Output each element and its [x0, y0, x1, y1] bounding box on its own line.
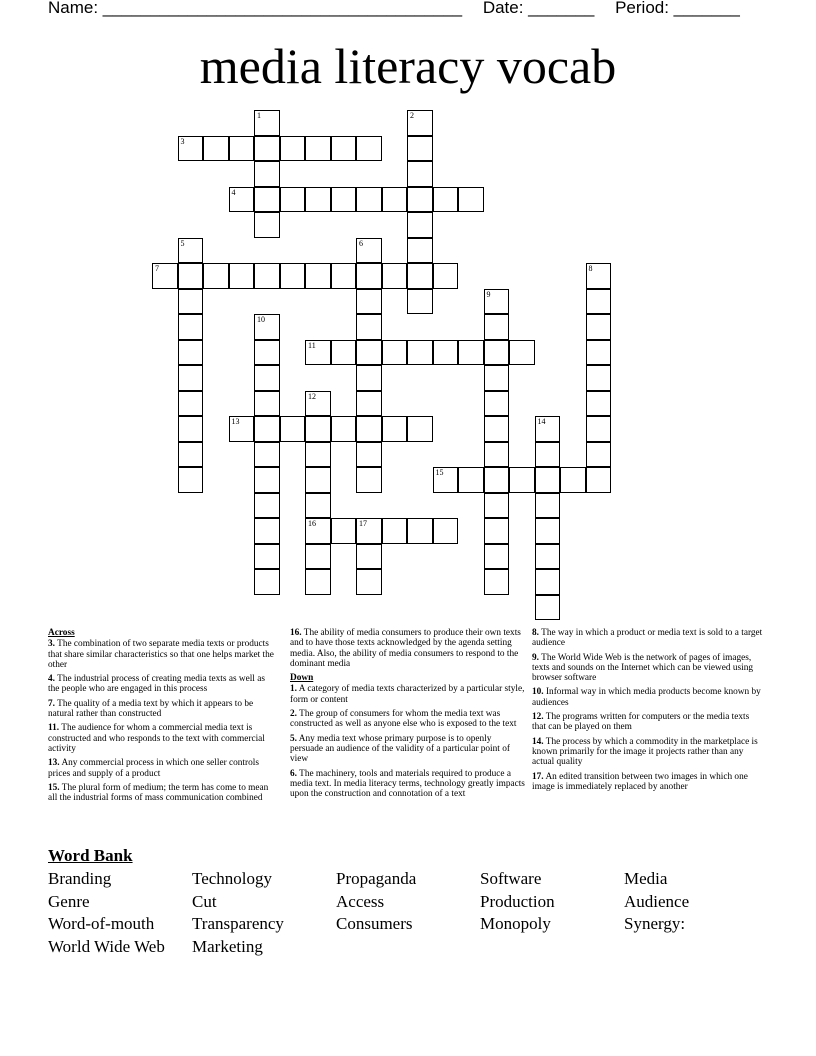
crossword-cell[interactable] — [254, 416, 280, 442]
crossword-cell[interactable] — [356, 365, 382, 391]
crossword-cell[interactable] — [305, 518, 331, 544]
crossword-cell[interactable] — [178, 314, 204, 340]
word-bank-item: Technology — [192, 869, 273, 888]
crossword-cell[interactable] — [433, 187, 459, 213]
crossword-cell[interactable] — [586, 365, 612, 391]
crossword-cell[interactable] — [178, 416, 204, 442]
crossword-cell[interactable] — [356, 314, 382, 340]
crossword-cell[interactable] — [535, 569, 561, 595]
crossword-cell[interactable] — [305, 493, 331, 519]
down-heading: Down — [290, 673, 314, 684]
clue-number: 8 — [588, 264, 593, 273]
clue-across-16: 16. The ability of media consumers to produce their own texts and to have those texts acknowledged by the agenda setting media. Also, the ability of media consumers to respond to the dominant media — [290, 628, 521, 669]
crossword-cell[interactable] — [305, 544, 331, 570]
clue-down-8: 8. The way in which a product or media text is sold to a target audience — [532, 628, 763, 649]
page-title: media literacy vocab — [199, 38, 617, 94]
crossword-cell[interactable] — [152, 263, 178, 289]
word-bank-item: Word-of-mouth — [48, 914, 155, 934]
clues-column-1 — [48, 628, 276, 807]
crossword-cell[interactable] — [586, 289, 612, 315]
clue-across-3: 3. The combination of two separate media texts or products that share similar characteristics so that one helps market the other — [48, 639, 274, 670]
crossword-cell[interactable] — [586, 263, 612, 289]
crossword-cell[interactable] — [229, 416, 255, 442]
word-bank-list — [48, 868, 808, 958]
word-bank-item: Transparency — [192, 914, 284, 934]
crossword-cell[interactable] — [484, 544, 510, 570]
crossword-cell[interactable] — [484, 314, 510, 340]
crossword-cell[interactable] — [178, 391, 204, 417]
crossword-cell[interactable] — [433, 518, 459, 544]
crossword-cell[interactable] — [586, 416, 612, 442]
crossword-cell[interactable] — [178, 467, 204, 493]
clue-down-17: 17. An edited transition between two images in which one image is immediately replaced by another — [532, 771, 748, 792]
word-bank-item: World Wide Web — [48, 936, 165, 956]
crossword-cell[interactable] — [484, 391, 510, 417]
crossword-cell[interactable] — [586, 442, 612, 468]
crossword-cell[interactable] — [254, 263, 280, 289]
crossword-cell[interactable] — [407, 263, 433, 289]
crossword-cell[interactable] — [433, 340, 459, 366]
clues-column-3 — [532, 628, 764, 796]
clues-column-2 — [290, 628, 526, 803]
crossword-cell[interactable] — [356, 187, 382, 213]
word-bank-item: Genre — [48, 891, 90, 911]
crossword-cell[interactable] — [509, 467, 535, 493]
crossword-cell[interactable] — [280, 416, 306, 442]
clue-number: 15 — [435, 468, 444, 477]
clue-across-4: 4. The industrial process of creating media texts as well as the people who are engaged in this process — [48, 674, 265, 695]
crossword-cell[interactable] — [484, 569, 510, 595]
word-bank-item: Monopoly — [480, 914, 551, 934]
period-field[interactable]: Period: _______ — [615, 0, 740, 17]
clue-number: 16 — [308, 519, 316, 528]
crossword-cell[interactable] — [254, 467, 280, 493]
word-bank-item: Software — [480, 869, 542, 888]
crossword-cell[interactable] — [254, 544, 280, 570]
crossword-cell[interactable] — [407, 518, 433, 544]
clue-number: 11 — [308, 340, 316, 350]
crossword-cell[interactable] — [407, 340, 433, 366]
crossword-cell[interactable] — [254, 110, 280, 136]
clue-number: 2 — [410, 111, 414, 120]
crossword-cell[interactable] — [229, 187, 255, 213]
clue-across-13: 13. Any commercial process in which one seller controls prices and supply of a product — [48, 758, 259, 779]
crossword-cell[interactable] — [407, 289, 433, 315]
crossword-cell[interactable] — [254, 391, 280, 417]
crossword-cell[interactable] — [407, 161, 433, 187]
crossword-cell[interactable] — [178, 340, 204, 366]
crossword-cell[interactable] — [484, 493, 510, 519]
word-bank-title: Word Bank — [48, 846, 133, 865]
crossword-cell[interactable] — [305, 187, 331, 213]
crossword-cell[interactable] — [586, 314, 612, 340]
crossword-cell[interactable] — [433, 467, 459, 493]
crossword-cell[interactable] — [178, 289, 204, 315]
crossword-cell[interactable] — [407, 212, 433, 238]
clue-down-14: 14. The process by which a commodity in the marketplace is known primarily for the image it projects rather than any actual quality — [532, 736, 758, 768]
word-bank-item: Audience — [624, 891, 690, 911]
crossword-cell[interactable] — [254, 518, 280, 544]
clue-down-10: 10. Informal way in which media products become known by audiences — [532, 687, 761, 708]
crossword-cell[interactable] — [356, 340, 382, 366]
crossword-cell[interactable] — [484, 340, 510, 366]
crossword-cell[interactable] — [458, 467, 484, 493]
crossword-cell[interactable] — [331, 263, 357, 289]
crossword-cell[interactable] — [458, 340, 484, 366]
crossword-cell[interactable] — [254, 340, 280, 366]
crossword-cell[interactable] — [356, 544, 382, 570]
crossword-cell[interactable] — [305, 263, 331, 289]
clue-number: 7 — [155, 264, 159, 273]
crossword-cell[interactable] — [382, 518, 408, 544]
crossword-cell[interactable] — [586, 340, 612, 366]
crossword-cell[interactable] — [356, 442, 382, 468]
clue-down-5: 5. Any media text whose primary purpose is to openly persuade an audience of the validity of a particular point of view — [290, 733, 510, 765]
crossword-cell[interactable] — [535, 518, 561, 544]
crossword-cell[interactable] — [484, 289, 510, 315]
crossword-cell[interactable] — [535, 493, 561, 519]
clue-number: 14 — [537, 417, 546, 426]
crossword-cell[interactable] — [254, 569, 280, 595]
crossword-cell[interactable] — [586, 391, 612, 417]
clue-number: 5 — [180, 238, 185, 248]
crossword-cell[interactable] — [535, 595, 561, 621]
crossword-cell[interactable] — [178, 365, 204, 391]
crossword-cell[interactable] — [484, 365, 510, 391]
crossword-cell[interactable] — [305, 442, 331, 468]
crossword-cell[interactable] — [535, 467, 561, 493]
crossword-cell[interactable] — [586, 467, 612, 493]
word-bank-item: Media — [624, 869, 668, 888]
crossword-cell[interactable] — [331, 187, 357, 213]
crossword-cell[interactable] — [407, 238, 433, 264]
crossword-cell[interactable] — [280, 187, 306, 213]
crossword-cell[interactable] — [254, 365, 280, 391]
crossword-cell[interactable] — [178, 238, 204, 264]
crossword-cell[interactable] — [484, 442, 510, 468]
word-bank-item: Access — [336, 891, 385, 911]
crossword-cell[interactable] — [203, 136, 229, 162]
word-bank-item: Marketing — [192, 936, 263, 956]
crossword-cell[interactable] — [229, 263, 255, 289]
crossword-cell[interactable] — [407, 110, 433, 136]
crossword-cell[interactable] — [331, 518, 357, 544]
clue-down-1: 1. A category of media texts characterized by a particular style, form or content — [290, 684, 525, 705]
crossword-cell[interactable] — [433, 263, 459, 289]
crossword-cell[interactable] — [254, 493, 280, 519]
crossword-cell[interactable] — [484, 467, 510, 493]
crossword-cell[interactable] — [484, 416, 510, 442]
crossword-cell[interactable] — [382, 187, 408, 213]
clue-number: 17 — [359, 519, 367, 528]
crossword-cell[interactable] — [356, 569, 382, 595]
crossword-cell[interactable] — [254, 187, 280, 213]
clue-down-6: 6. The machinery, tools and materials required to produce a media text. In media literacy terms, technology greatly impacts upon the construction and connotation of a text — [290, 768, 525, 800]
crossword-cell[interactable] — [229, 136, 255, 162]
name-field[interactable]: Name: ______________________________________ — [48, 0, 463, 17]
crossword-cell[interactable] — [305, 467, 331, 493]
clue-down-12: 12. The programs written for computers or the media texts that can be played on them — [532, 712, 750, 733]
crossword-cell[interactable] — [407, 416, 433, 442]
crossword-cell[interactable] — [356, 238, 382, 264]
crossword-cell[interactable] — [509, 340, 535, 366]
crossword-cell[interactable] — [305, 340, 331, 366]
clue-across-15: 15. The plural form of medium; the term has come to mean all the industrial forms of mass communication combined — [48, 782, 269, 804]
clue-down-2: 2. The group of consumers for whom the media text was constructed as well as anyone else who is exposed to the text — [290, 709, 517, 730]
crossword-cell[interactable] — [407, 136, 433, 162]
crossword-cell[interactable] — [484, 518, 510, 544]
clue-down-9: 9. The World Wide Web is the network of pages of images, texts and sounds on the Internet which can be viewed using browser software — [532, 652, 754, 684]
crossword-cell[interactable] — [178, 263, 204, 289]
crossword-cell[interactable] — [535, 544, 561, 570]
crossword-cell[interactable] — [331, 416, 357, 442]
crossword-cell[interactable] — [535, 416, 561, 442]
crossword-cell[interactable] — [203, 263, 229, 289]
crossword-cell[interactable] — [382, 416, 408, 442]
word-bank-item: Propaganda — [336, 869, 417, 888]
clue-number: 13 — [231, 417, 240, 426]
crossword-cell[interactable] — [356, 263, 382, 289]
clue-number: 9 — [486, 289, 491, 299]
crossword-cell[interactable] — [331, 136, 357, 162]
crossword-cell[interactable] — [382, 263, 408, 289]
crossword-cell[interactable] — [535, 442, 561, 468]
crossword-cell[interactable] — [305, 391, 331, 417]
crossword-cell[interactable] — [331, 340, 357, 366]
clue-number: 6 — [359, 238, 363, 248]
crossword-cell[interactable] — [305, 416, 331, 442]
crossword-cell[interactable] — [280, 263, 306, 289]
clue-number: 1 — [257, 111, 261, 120]
crossword-cell[interactable] — [305, 569, 331, 595]
crossword-cell[interactable] — [356, 136, 382, 162]
crossword-cell[interactable] — [305, 136, 331, 162]
crossword-cell[interactable] — [178, 442, 204, 468]
crossword-cell[interactable] — [407, 187, 433, 213]
crossword-cell[interactable] — [254, 212, 280, 238]
clue-number: 3 — [180, 136, 185, 146]
clue-number: 4 — [231, 187, 236, 197]
crossword-cell[interactable] — [280, 136, 306, 162]
word-bank-item: Consumers — [336, 914, 413, 934]
across-heading: Across — [48, 628, 75, 638]
word-bank-item: Cut — [192, 891, 217, 911]
clue-across-11: 11. The audience for whom a commercial media text is constructed and who responds to the text with commercial activity — [48, 723, 265, 754]
clue-number: 10 — [257, 315, 265, 324]
crossword-cell[interactable] — [356, 289, 382, 315]
crossword-cell[interactable] — [356, 518, 382, 544]
crossword-cell[interactable] — [382, 340, 408, 366]
clue-across-7: 7. The quality of a media text by which it appears to be natural rather than constructed — [48, 698, 254, 720]
crossword-cell[interactable] — [356, 391, 382, 417]
crossword-cell[interactable] — [254, 136, 280, 162]
word-bank-item: Branding — [48, 869, 112, 888]
crossword-cell[interactable] — [458, 187, 484, 213]
crossword-cell[interactable] — [254, 161, 280, 187]
crossword-cell[interactable] — [560, 467, 586, 493]
crossword-cell[interactable] — [254, 314, 280, 340]
crossword-cell[interactable] — [356, 467, 382, 493]
word-bank-item: Production — [480, 891, 555, 911]
clue-number: 12 — [308, 391, 316, 401]
date-field[interactable]: Date: _______ — [482, 0, 595, 17]
crossword-cell[interactable] — [178, 136, 204, 162]
word-bank-item: Synergy: — [624, 914, 686, 934]
crossword-cell[interactable] — [356, 416, 382, 442]
crossword-cell[interactable] — [254, 442, 280, 468]
